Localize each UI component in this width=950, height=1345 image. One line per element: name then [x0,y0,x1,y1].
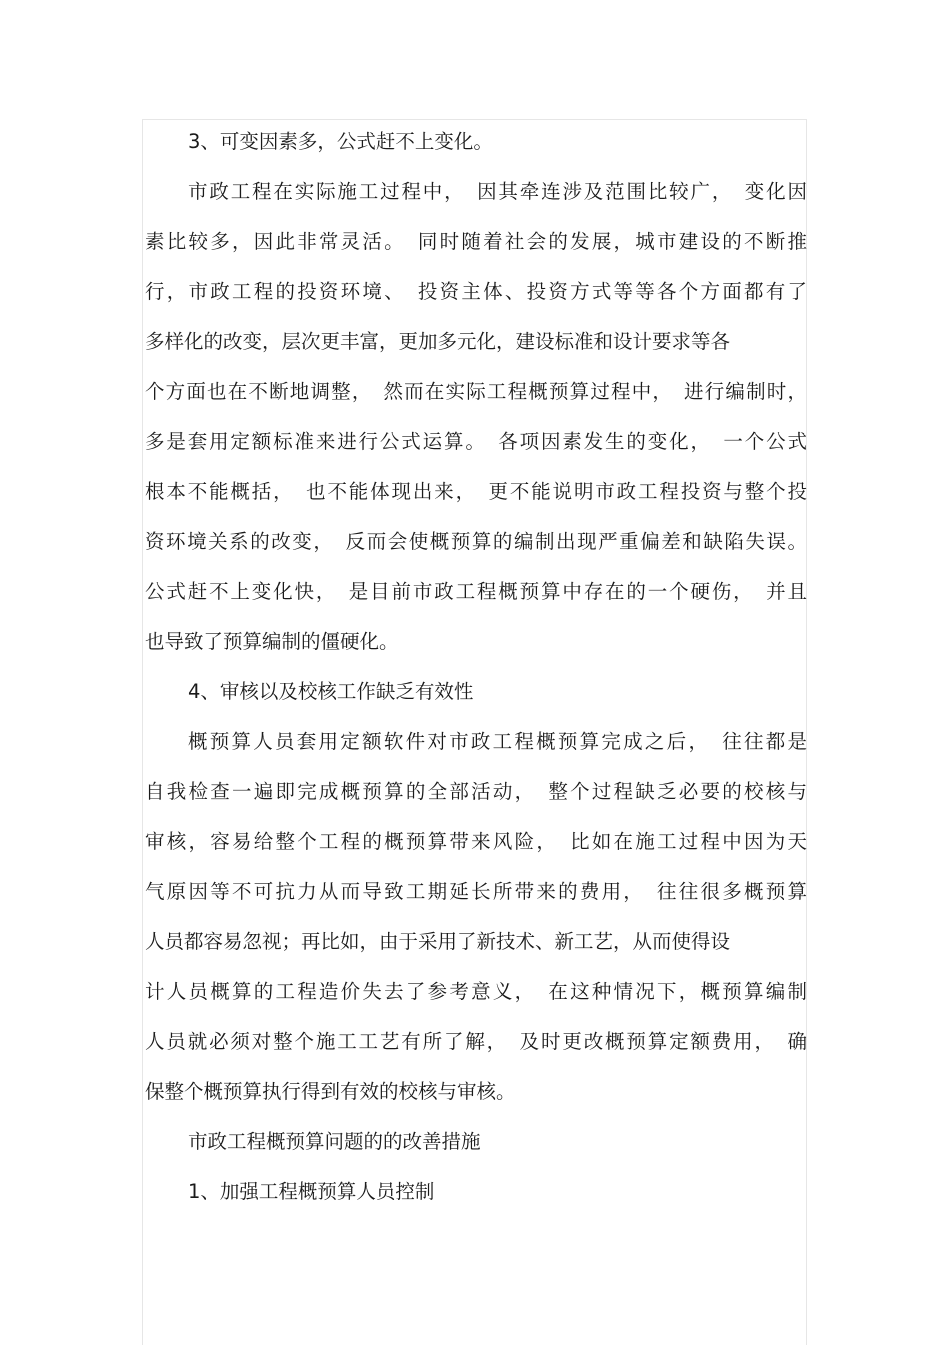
paragraph-line: 自我检查一遍即完成概预算的全部活动， 整个过程缺乏必要的校核与 [145,780,807,803]
paragraph-line: 公式赶不上变化快， 是目前市政工程概预算中存在的一个硬伤， 并且 [145,580,807,603]
section-heading-1: 1、加强工程概预算人员控制 [188,1180,435,1203]
paragraph-line: 个方面也在不断地调整， 然而在实际工程概预算过程中， 进行编制时， [145,380,807,403]
section-heading-4: 4、审核以及校核工作缺乏有效性 [188,680,474,703]
paragraph-line: 计人员概算的工程造价失去了参考意义， 在这种情况下，概预算编制 [145,980,807,1003]
paragraph-line: 气原因等不可抗力从而导致工期延长所带来的费用， 往往很多概预算 [145,880,807,903]
paragraph-line: 多是套用定额标准来进行公式运算。 各项因素发生的变化， 一个公式 [145,430,807,453]
paragraph-line: 市政工程在实际施工过程中， 因其牵连涉及范围比较广， 变化因 [188,180,807,203]
paragraph-line: 素比较多，因此非常灵活。 同时随着社会的发展，城市建设的不断推 [145,230,807,253]
paragraph-line: 根本不能概括， 也不能体现出来， 更不能说明市政工程投资与整个投 [145,480,807,503]
section-heading-3: 3、可变因素多，公式赶不上变化。 [188,130,493,153]
paragraph-line: 资环境关系的改变， 反而会使概预算的编制出现严重偏差和缺陷失误。 [145,530,807,553]
paragraph-line: 行，市政工程的投资环境、 投资主体、投资方式等等各个方面都有了 [145,280,807,303]
paragraph-line: 概预算人员套用定额软件对市政工程概预算完成之后， 往往都是 [188,730,807,753]
paragraph-line: 人员都容易忽视；再比如，由于采用了新技术、新工艺，从而使得设 [145,930,731,953]
paragraph-line: 人员就必须对整个施工工艺有所了解， 及时更改概预算定额费用， 确 [145,1030,807,1053]
paragraph-line: 多样化的改变，层次更丰富，更加多元化，建设标准和设计要求等各 [145,330,731,353]
paragraph-line: 也导致了预算编制的僵硬化。 [145,630,399,653]
section-heading-measures: 市政工程概预算问题的的改善措施 [188,1130,481,1153]
paragraph-line: 审核，容易给整个工程的概预算带来风险， 比如在施工过程中因为天 [145,830,807,853]
paragraph-line: 保整个概预算执行得到有效的校核与审核。 [145,1080,516,1103]
